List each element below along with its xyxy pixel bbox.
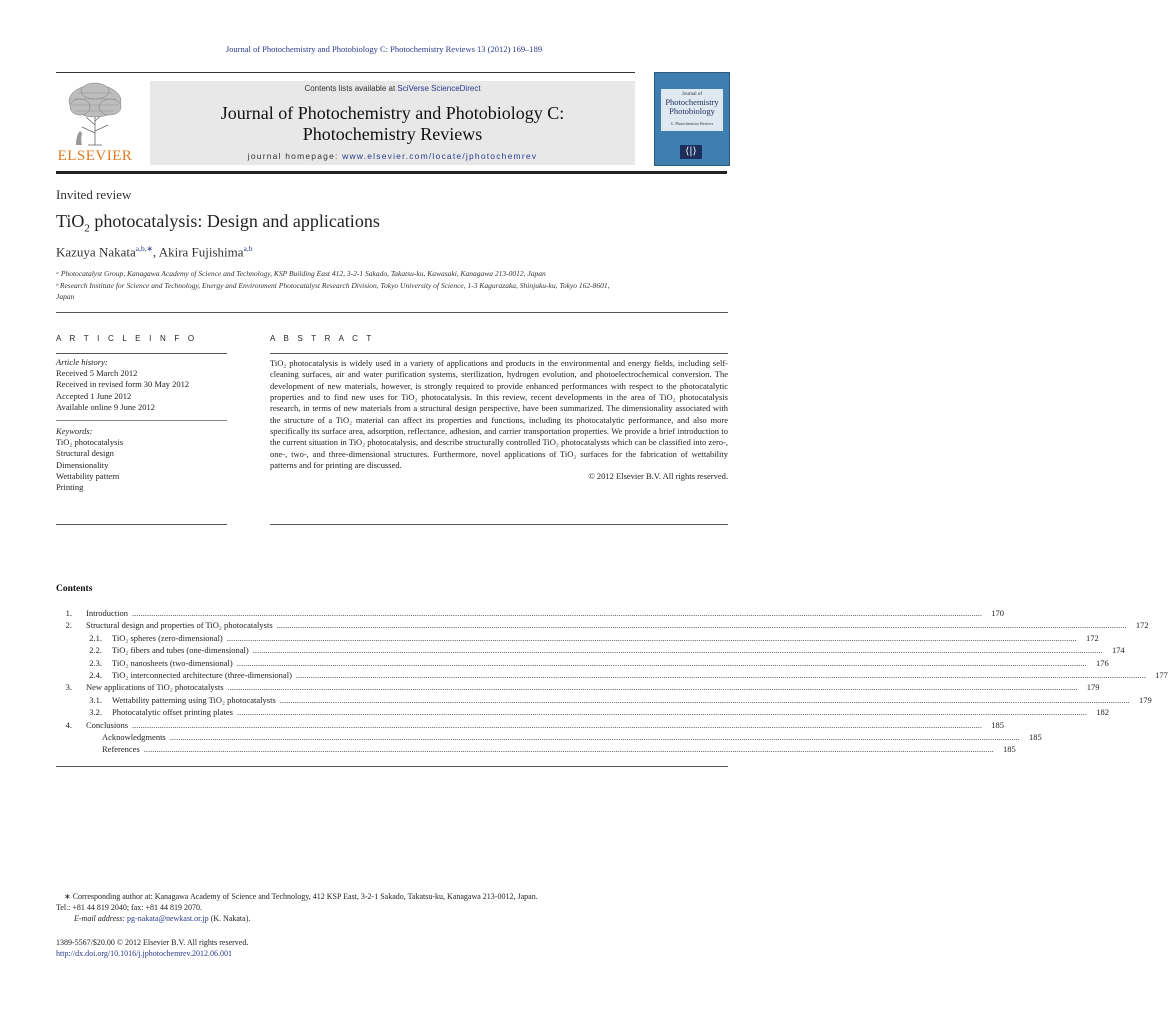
toc-entry-label[interactable]: Acknowledgments: [102, 731, 166, 742]
keyword-item: Dimensionality: [56, 459, 109, 470]
elsevier-wordmark: ELSEVIER: [57, 148, 133, 164]
toc-entry[interactable]: [56, 719, 1005, 731]
history-label: Article history:: [56, 357, 108, 367]
header-thick-rule: [56, 171, 727, 174]
toc-entry-page: 179: [1086, 682, 1100, 693]
toc-dot-leader: ................................................................................................................................................................................................................................................................................................................................................................................................................: [236, 707, 1087, 718]
abstract-body: [270, 358, 728, 483]
keywords-list: [56, 426, 123, 493]
toc-entry-number: 4.: [65, 719, 72, 730]
toc-entry-page: 185: [1029, 731, 1042, 742]
toc-dot-leader: ................................................................................................................................................................................................................................................................................................................................................................................................................: [132, 608, 983, 618]
toc-entry-number: 2.: [65, 620, 72, 631]
contents-heading: Contents: [56, 584, 93, 594]
toc-entry-number: 2.2.: [89, 645, 102, 656]
keyword-item: Wettability pattern: [56, 470, 120, 481]
cover-line-1: Journal of: [681, 92, 703, 97]
toc-entry[interactable]: [56, 706, 1109, 718]
toc-entry-page: 182: [1096, 707, 1109, 718]
author-separator: ,: [152, 244, 159, 260]
history-item: Accepted 1 June 2012: [56, 390, 132, 401]
toc-entry-label[interactable]: Introduction: [86, 608, 129, 618]
toc-entry[interactable]: [56, 657, 1109, 669]
abstract-copyright: © 2012 Elsevier B.V. All rights reserved.: [588, 471, 728, 482]
toc-entry-page: 172: [1086, 632, 1099, 643]
toc-dot-leader: ................................................................................................................................................................................................................................................................................................................................................................................................................: [169, 731, 1020, 742]
toc-entry-label[interactable]: TiO₂ nanosheets (two-dimensional): [112, 657, 233, 668]
section-rule: [56, 312, 728, 313]
affiliation-b: ᵇ Research Institute for Science and Technology, Energy and Environment Photocatalyst Research Division, Tokyo University of Science, 1-3 Kagurazaka, Shinjuku-ku, Tokyo 162-8601,: [56, 281, 610, 290]
history-item: Received 5 March 2012: [56, 368, 138, 379]
cover-line-2: Photochemistry: [665, 97, 719, 107]
toc-entry-number: 2.4.: [89, 669, 102, 680]
author-name: Kazuya Nakata: [56, 244, 136, 260]
journal-title-line-1: Journal of Photochemistry and Photobiology C:: [220, 103, 565, 123]
toc-dot-leader: ................................................................................................................................................................................................................................................................................................................................................................................................................: [252, 645, 1103, 656]
publication-info: [56, 937, 248, 959]
title-subscript: 2: [84, 222, 90, 235]
toc-entry[interactable]: [56, 694, 1152, 706]
article-info-heading: A R T I C L E I N F O: [56, 334, 198, 343]
abstract-text: TiO₂ photocatalysis is widely used in a variety of applications and products in the environmental and energy fields, including self-cleaning surfaces, air and water purification systems, sterilization, hydrogen evolution, and photoelectrochemical conversion. The development of new materials, however, is strongly required to provide enhanced performances with respect to the photocatalytic properties and to find new uses for TiO₂ photocatalysis. In this review, recent developments in the area of TiO₂ photocatalysis research, in terms of new materials from a structural design perspective, have been summarized. The dimensionality associated with the structure of a TiO₂ material can affect its properties and functions, including its photocatalytic performance, and also more specifically its surface area, adsorption, reflectance, adhesion, and carrier transportation properties. We provide a brief introduction to the current situation in TiO₂ photocatalysis, and describe structurally controlled TiO₂ photocatalysts which can be classified into zero-, one-, two-, and three-dimensional structures. Furthermore, novel applications of TiO₂ surfaces for the fabrication of wettability patterns and for printing are discussed.: [270, 358, 728, 471]
toc-entry-page: 174: [1112, 645, 1125, 656]
author-list: [56, 244, 253, 260]
email-suffix: (K. Nakata).: [208, 914, 251, 924]
journal-title-line-2: Photochemistry Reviews: [302, 124, 483, 144]
toc-entry-page: 176: [1095, 657, 1109, 668]
abstract-rule: [270, 353, 728, 354]
sciverse-link[interactable]: SciVerse ScienceDirect: [397, 84, 481, 93]
toc-entry-number: 1.: [65, 608, 72, 618]
toc-entry-page: 170: [991, 608, 1005, 618]
homepage-link[interactable]: www.elsevier.com/locate/jphotochemrev: [342, 151, 538, 161]
toc-entry-label[interactable]: Photocatalytic offset printing plates: [112, 707, 233, 718]
keywords-label: Keywords:: [56, 426, 93, 436]
toc-entry[interactable]: [56, 743, 1016, 755]
journal-banner: [150, 81, 635, 165]
issn-copyright: 1389-5567/$20.00 © 2012 Elsevier B.V. All rights reserved.: [56, 938, 249, 947]
toc-entry-label[interactable]: Wettability patterning using TiO₂ photocatalysts: [112, 694, 276, 705]
journal-reference[interactable]: Journal of Photochemistry and Photobiology C: Photochemistry Reviews 13 (2012) 169–189: [225, 44, 543, 54]
journal-homepage: [150, 151, 635, 161]
author-name: Akira Fujishima: [158, 244, 244, 260]
header-rule: [56, 72, 635, 73]
toc-dot-leader: ................................................................................................................................................................................................................................................................................................................................................................................................................: [279, 694, 1130, 705]
history-item: Available online 9 June 2012: [56, 401, 155, 412]
affiliation-a: ᵃ Photocatalyst Group, Kanagawa Academy of Science and Technology, KSP Building East 412, 3-2-1 Sakado, Takatsu-ku, Kawasaki, Kanagawa 213-0012, Japan: [56, 269, 546, 278]
toc-dot-leader: ................................................................................................................................................................................................................................................................................................................................................................................................................: [143, 744, 994, 755]
toc-entry-number: 2.1.: [89, 632, 102, 643]
toc-entry[interactable]: [56, 731, 1042, 743]
contents-bottom-rule: [56, 766, 728, 767]
article-history: [56, 357, 189, 413]
history-item: Received in revised form 30 May 2012: [56, 379, 190, 390]
cover-line-4: C: Photochemistry Reviews: [670, 122, 714, 126]
toc-dot-leader: ................................................................................................................................................................................................................................................................................................................................................................................................................: [132, 719, 983, 730]
toc-entry-number: 3.1.: [89, 694, 102, 705]
doi-link[interactable]: http://dx.doi.org/10.1016/j.jphotochemrev.2012.06.001: [56, 949, 232, 959]
author-affiliation-marker[interactable]: a,b,∗: [135, 244, 153, 253]
affiliation-b-continued: Japan: [56, 292, 75, 301]
author-affiliation-marker[interactable]: a,b: [243, 244, 253, 253]
tree-icon: [64, 81, 126, 147]
corresponding-author-text: ∗ Corresponding author at: Kanagawa Academy of Science and Technology, 412 KSP East, 3-2-1 Sakado, Takatsu-ku, Kanagawa 213-0012, Japan.: [64, 892, 538, 901]
article-info-bottom-rule: [56, 524, 227, 525]
toc-entry-number: 3.: [65, 682, 72, 693]
keywords-rule: [56, 420, 227, 421]
toc-dot-leader: ................................................................................................................................................................................................................................................................................................................................................................................................................: [276, 620, 1127, 631]
toc-dot-leader: ................................................................................................................................................................................................................................................................................................................................................................................................................: [236, 657, 1087, 668]
toc-entry-label[interactable]: References: [102, 744, 140, 755]
cover-title-panel: [661, 89, 723, 131]
toc-entry-page: 172: [1135, 620, 1149, 631]
title-part-2: photocatalysis: Design and applications: [89, 211, 380, 231]
title-part-1: TiO: [56, 211, 85, 231]
toc-entry-label[interactable]: New applications of TiO₂ photocatalysts: [86, 682, 224, 693]
journal-title: [150, 103, 635, 145]
keyword-item: Printing: [56, 482, 84, 493]
keyword-item: TiO₂ photocatalysis: [56, 437, 124, 448]
cover-line-3: Photobiology: [669, 106, 715, 116]
author-email-link[interactable]: pg-nakata@newkast.or.jp: [127, 914, 209, 924]
table-of-contents: [56, 607, 1168, 756]
toc-entry[interactable]: [56, 607, 1005, 619]
toc-entry-page: 177: [1155, 669, 1168, 680]
homepage-prefix: journal homepage:: [247, 151, 343, 161]
toc-entry[interactable]: [56, 644, 1125, 656]
toc-dot-leader: ................................................................................................................................................................................................................................................................................................................................................................................................................: [227, 682, 1078, 693]
toc-dot-leader: ................................................................................................................................................................................................................................................................................................................................................................................................................: [226, 632, 1077, 643]
toc-entry-label[interactable]: TiO₂ interconnected architecture (three-dimensional): [112, 669, 292, 680]
toc-entry[interactable]: [56, 632, 1099, 644]
corresponding-author-note: [56, 891, 728, 925]
toc-entry-page: 179: [1139, 694, 1152, 705]
elsevier-logo[interactable]: [56, 81, 134, 165]
toc-entry-label[interactable]: Structural design and properties of TiO₂ photocatalysts: [86, 620, 273, 631]
contact-phone: Tel.: +81 44 819 2040; fax: +81 44 819 2070.: [56, 903, 203, 913]
cover-publisher-icon: ⟨|⟩: [680, 145, 702, 159]
cover-title: [661, 98, 723, 116]
toc-entry[interactable]: [56, 681, 1100, 693]
toc-entry-label[interactable]: TiO₂ fibers and tubes (one-dimensional): [112, 645, 249, 656]
toc-entry-page: 185: [1003, 744, 1016, 755]
journal-cover-image[interactable]: [654, 72, 730, 166]
abstract-heading: A B S T R A C T: [270, 334, 375, 343]
contents-availability: [150, 84, 635, 93]
toc-entry-number: 3.2.: [89, 707, 102, 718]
article-type: Invited review: [56, 187, 132, 202]
toc-entry[interactable]: [56, 669, 1168, 681]
article-info-rule: [56, 353, 227, 354]
email-label: E-mail address:: [74, 914, 128, 924]
toc-entry-page: 185: [991, 719, 1005, 730]
keyword-item: Structural design: [56, 448, 114, 459]
contents-prefix: Contents lists available at: [304, 84, 398, 93]
article-title: [56, 211, 380, 235]
toc-entry-number: 2.3.: [89, 657, 102, 668]
toc-entry[interactable]: [56, 619, 1149, 631]
toc-entry-label[interactable]: TiO₂ spheres (zero-dimensional): [112, 632, 223, 643]
toc-entry-label[interactable]: Conclusions: [86, 719, 129, 730]
toc-dot-leader: ................................................................................................................................................................................................................................................................................................................................................................................................................: [295, 669, 1146, 680]
abstract-bottom-rule: [270, 524, 728, 525]
